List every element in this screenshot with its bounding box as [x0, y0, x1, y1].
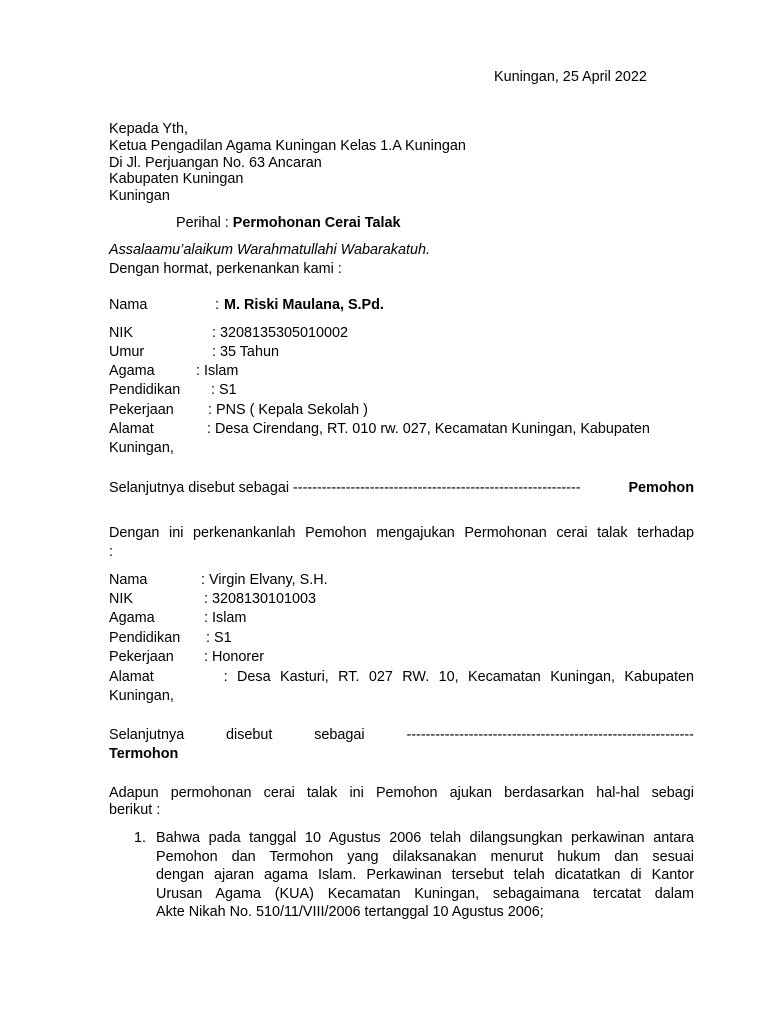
- subject-label: Perihal :: [176, 215, 233, 231]
- recipient-street: Di Jl. Perjuangan No. 63 Ancaran: [109, 155, 322, 171]
- pemohon-umur-value: : 35 Tahun: [212, 344, 279, 360]
- termohon-designation-word2: disebut: [226, 727, 273, 743]
- termohon-agama-label: Agama: [109, 610, 155, 626]
- pemohon-pekerjaan-label: Pekerjaan: [109, 402, 174, 418]
- termohon-role: Termohon: [109, 746, 179, 762]
- pemohon-nama-value: M. Riski Maulana, S.Pd.: [224, 297, 384, 313]
- point-1-line-2: Pemohon dan Termohon yang dilaksanakan menurut hukum dan sesuai: [156, 849, 694, 865]
- recipient-salutation: Kepada Yth,: [109, 121, 188, 137]
- pemohon-agama-value: : Islam: [196, 363, 239, 379]
- point-1-number: 1.: [134, 830, 147, 846]
- termohon-nik-label: NIK: [109, 591, 133, 607]
- termohon-nama-value: : Virgin Elvany, S.H.: [201, 572, 328, 588]
- pemohon-pendidikan-label: Pendidikan: [109, 382, 181, 398]
- termohon-pendidikan-label: Pendidikan: [109, 630, 181, 646]
- termohon-pekerjaan-label: Pekerjaan: [109, 649, 174, 665]
- termohon-alamat-cont: Kuningan,: [109, 688, 174, 704]
- termohon-alamat-row: [109, 668, 694, 686]
- pemohon-nik-value: : 3208135305010002: [212, 325, 349, 341]
- termohon-designation-dashes: ------------------------------------------------------------: [406, 727, 694, 743]
- termohon-alamat-value: : Desa Kasturi, RT. 027 RW. 10, Kecamatan Kuningan, Kabupaten: [223, 669, 695, 685]
- pemohon-nik-label: NIK: [109, 325, 133, 341]
- termohon-designation-word1: Selanjutnya: [109, 727, 185, 743]
- termohon-alamat-label: Alamat: [109, 669, 154, 685]
- basis-line-1: Adapun permohonan cerai talak ini Pemohon ajukan berdasarkan hal-hal sebagi: [109, 785, 694, 801]
- termohon-nama-label: Nama: [109, 572, 148, 588]
- pemohon-alamat-label: Alamat: [109, 421, 154, 437]
- subject-line: [176, 214, 400, 232]
- pemohon-umur-label: Umur: [109, 344, 145, 360]
- intro-text: Dengan hormat, perkenankan kami :: [109, 261, 342, 277]
- point-1-line-3: dengan ajaran agama Islam. Perkawinan tersebut telah dicatatkan di Kantor: [156, 867, 694, 883]
- pemohon-designation: [109, 479, 694, 497]
- termohon-pendidikan-value: : S1: [206, 630, 232, 646]
- pemohon-role: Pemohon: [628, 480, 694, 496]
- termohon-pekerjaan-value: : Honorer: [204, 649, 264, 665]
- pemohon-alamat-value: : Desa Cirendang, RT. 010 rw. 027, Kecamatan Kuningan, Kabupaten: [207, 421, 650, 437]
- point-1-line-4: Urusan Agama (KUA) Kecamatan Kuningan, sebagaimana tercatat dalam: [156, 886, 694, 902]
- subject-value: Permohonan Cerai Talak: [232, 215, 401, 231]
- pemohon-designation-text: Selanjutnya disebut sebagai ------------------------------------------------------------: [109, 480, 581, 496]
- request-line-2: :: [109, 544, 113, 560]
- recipient-regency: Kabupaten Kuningan: [109, 171, 244, 187]
- pemohon-alamat-cont: Kuningan,: [109, 440, 174, 456]
- pemohon-pendidikan-value: : S1: [211, 382, 237, 398]
- recipient-city: Kuningan: [109, 188, 170, 204]
- point-1-line-1: Bahwa pada tanggal 10 Agustus 2006 telah dilangsungkan perkawinan antara: [156, 830, 694, 846]
- termohon-agama-value: : Islam: [204, 610, 247, 626]
- pemohon-nama-colon: :: [215, 297, 219, 313]
- greeting: Assalaamu’alaikum Warahmatullahi Wabarakatuh.: [109, 242, 431, 258]
- letter-date: Kuningan, 25 April 2022: [494, 69, 647, 85]
- termohon-nik-value: : 3208130101003: [204, 591, 317, 607]
- pemohon-nama-label: Nama: [109, 297, 148, 313]
- pemohon-pekerjaan-value: : PNS ( Kepala Sekolah ): [208, 402, 368, 418]
- termohon-designation-word3: sebagai: [314, 727, 365, 743]
- basis-line-2: berikut :: [109, 802, 161, 818]
- recipient-title: Ketua Pengadilan Agama Kuningan Kelas 1.A Kuningan: [109, 138, 466, 154]
- pemohon-agama-label: Agama: [109, 363, 155, 379]
- point-1-line-5: Akte Nikah No. 510/11/VIII/2006 tertanggal 10 Agustus 2006;: [156, 904, 544, 920]
- termohon-designation: [109, 726, 694, 744]
- request-line-1: Dengan ini perkenankanlah Pemohon mengajukan Permohonan cerai talak terhadap: [109, 525, 694, 541]
